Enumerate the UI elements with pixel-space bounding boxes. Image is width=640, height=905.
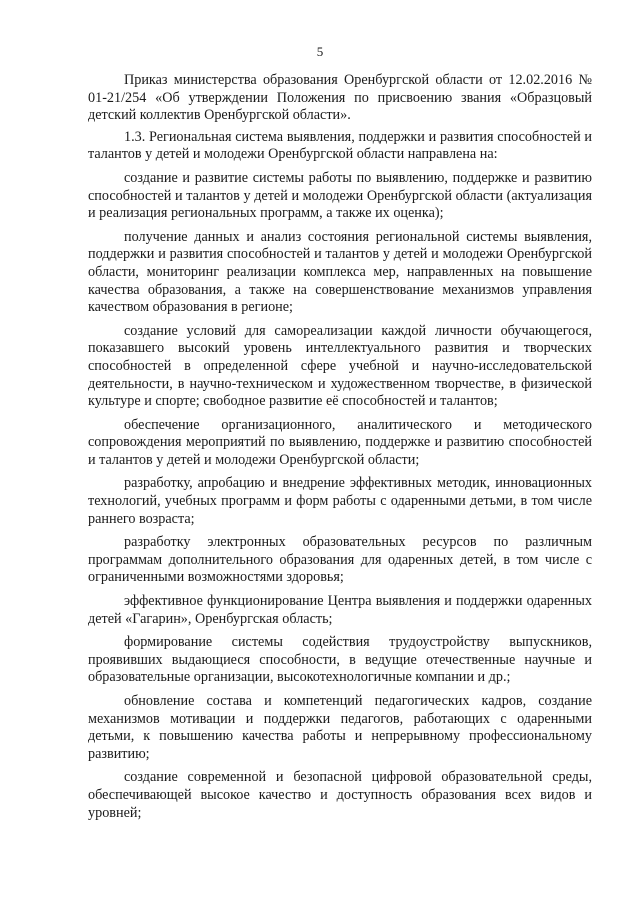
- list-item-paragraph: получение данных и анализ состояния региональной системы выявления, поддержки и развития способностей и талантов у детей и молодежи Оренбургской области, мониторинг реализации комплекса мер, направленных на повышение качества образования, а также на совершенствование механизмов управления качеством образования в регионе;: [88, 228, 592, 316]
- list-item-paragraph: обновление состава и компетенций педагогических кадров, создание механизмов мотивации и поддержки педагогов, работающих с одаренными детьми, к повышению качества работы и непрерывному профессиональному развитию;: [88, 693, 592, 762]
- page-number: 5: [316, 44, 324, 59]
- list-item-paragraph: создание условий для самореализации каждой личности обучающегося, показавшего высокий уровень интеллектуального развития и творческих способностей в определенной сфере учебной и научно-исследовательской деятельности, в научно-техническом и художественном творчестве, в физической культуре и спорте; свободное развитие её способностей и талантов;: [88, 322, 592, 410]
- list-item-paragraph: разработку электронных образовательных ресурсов по различным программам дополнительного образования для одаренных детей, в том числе с ограниченными возможностями здоровья;: [88, 534, 592, 586]
- list-item-paragraph: формирование системы содействия трудоустройству выпускников, проявивших выдающиеся способности, в ведущие отечественные научные и образовательные организации, высокотехнологичные компании и др.;: [88, 634, 592, 686]
- document-body: [88, 72, 592, 828]
- list-item-paragraph: эффективное функционирование Центра выявления и поддержки одаренных детей «Гагарин», Оренбургская область;: [88, 593, 592, 627]
- list-item-paragraph: создание и развитие системы работы по выявлению, поддержке и развитию способностей и талантов у детей и молодежи Оренбургской области (актуализация и реализация региональных программ, а также их оценка);: [88, 169, 592, 222]
- section-heading-paragraph: 1.3. Региональная система выявления, поддержки и развития способностей и талантов у детей и молодежи Оренбургской области направлена на:: [88, 128, 592, 163]
- order-reference-paragraph: Приказ министерства образования Оренбургской области от 12.02.2016 № 01-21/254 «Об утверждении Положения по присвоению звания «Образцовый детский коллектив Оренбургской области».: [88, 72, 592, 124]
- list-item-paragraph: обеспечение организационного, аналитического и методического сопровождения мероприятий по выявлению, поддержке и развитию способностей и талантов у детей и молодежи Оренбургской области;: [88, 416, 592, 468]
- list-item-paragraph: создание современной и безопасной цифровой образовательной среды, обеспечивающей высокое качество и доступность образования всех видов и уровней;: [88, 769, 592, 821]
- list-item-paragraph: разработку, апробацию и внедрение эффективных методик, инновационных технологий, учебных программ и форм работы с одаренными детьми, в том числе раннего возраста;: [88, 475, 592, 527]
